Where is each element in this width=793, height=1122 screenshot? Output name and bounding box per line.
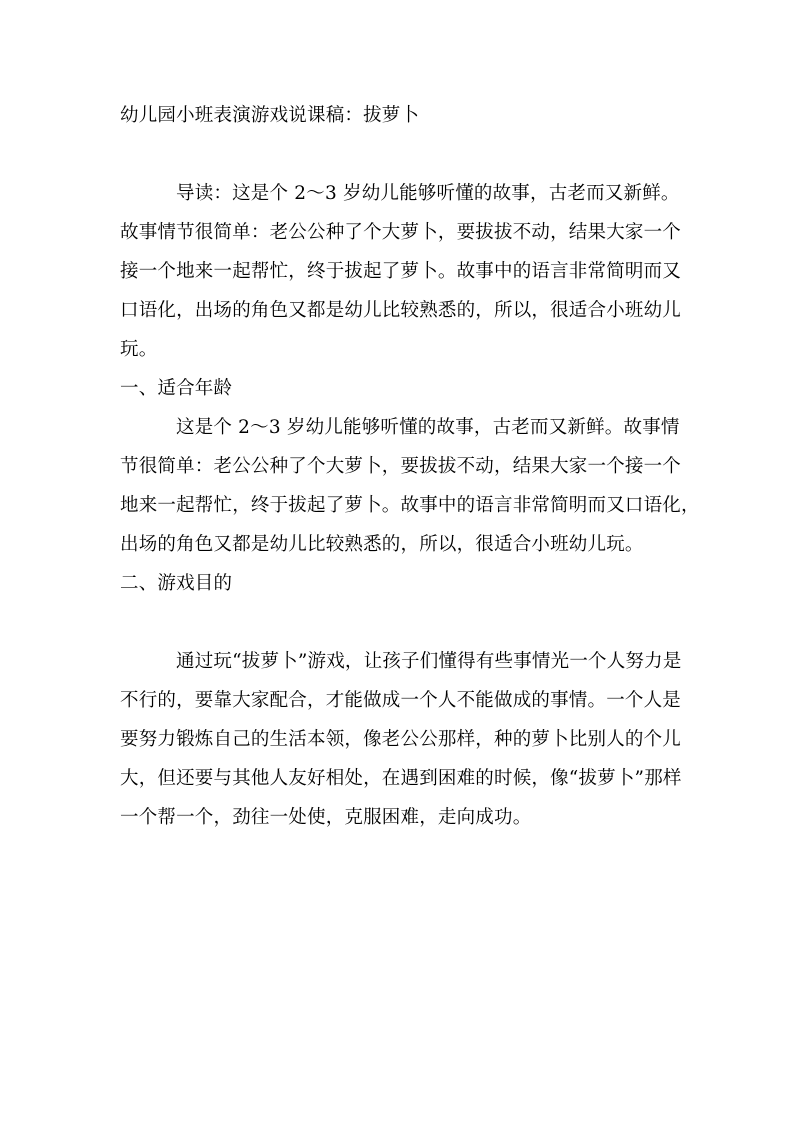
intro-line: 故事情节很简单：老公公种了个大萝卜，要拔拔不动，结果大家一个 (120, 222, 682, 243)
section1-line: 地来一起帮忙，终于拔起了萝卜。故事中的语言非常简明而又口语化， (120, 495, 700, 516)
section2-line: 不行的，要靠大家配合，才能做成一个人不能做成的事情。一个人是 (120, 690, 682, 711)
section2-line: 通过玩“拔萝卜”游戏，让孩子们懂得有些事情光一个人努力是 (176, 651, 682, 672)
intro-line: 口语化，出场的角色又都是幼儿比较熟悉的，所以，很适合小班幼儿 (120, 300, 682, 321)
intro-line: 导读：这是个 2～3 岁幼儿能够听懂的故事，古老而又新鲜。 (176, 183, 680, 204)
section1-line: 这是个 2～3 岁幼儿能够听懂的故事，古老而又新鲜。故事情 (176, 417, 680, 438)
section1-paragraph (120, 408, 700, 564)
section2-heading: 二、游戏目的 (120, 573, 233, 594)
section2-line: 要努力锻炼自己的生活本领，像老公公那样，种的萝卜比别人的个儿 (120, 729, 682, 750)
document-body (120, 96, 700, 837)
intro-line: 玩。 (120, 339, 158, 360)
document-title: 幼儿园小班表演游戏说课稿：拔萝卜 (120, 105, 420, 126)
intro-paragraph (120, 174, 682, 369)
intro-line: 接一个地来一起帮忙，终于拔起了萝卜。故事中的语言非常简明而又 (120, 261, 682, 282)
section1-line: 出场的角色又都是幼儿比较熟悉的，所以，很适合小班幼儿玩。 (120, 534, 644, 555)
section2-line: 一个帮一个，劲往一处使，克服困难，走向成功。 (120, 807, 532, 828)
section1-line: 节很简单：老公公种了个大萝卜，要拔拔不动，结果大家一个接一个 (120, 456, 682, 477)
spacer (120, 603, 675, 642)
section2-paragraph (120, 642, 682, 837)
spacer (120, 135, 675, 174)
section2-line: 大，但还要与其他人友好相处，在遇到困难的时候，像“拔萝卜”那样 (120, 768, 682, 789)
section1-heading: 一、适合年龄 (120, 378, 233, 399)
